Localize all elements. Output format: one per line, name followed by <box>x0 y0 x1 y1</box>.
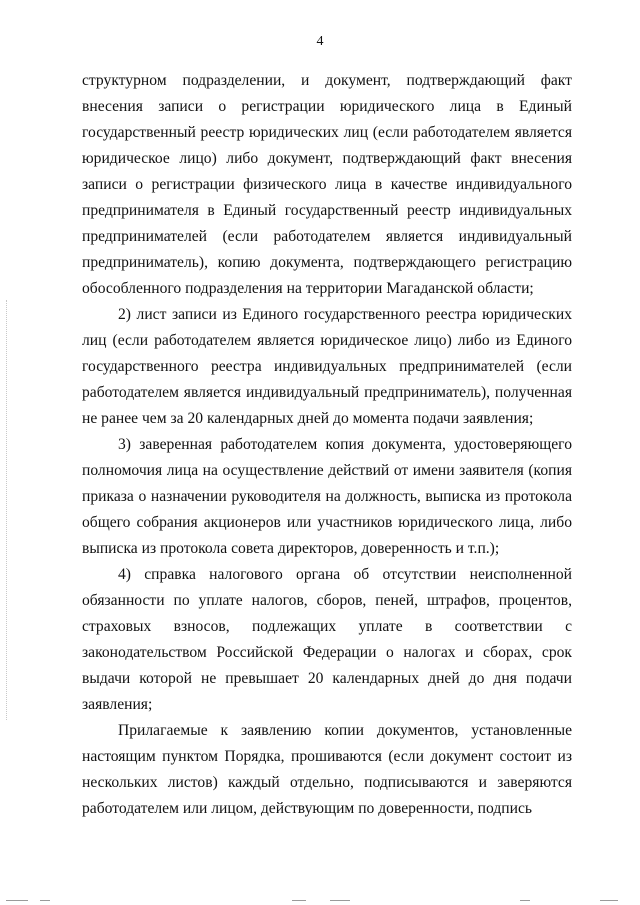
scan-mark <box>330 900 350 901</box>
page-number: 4 <box>316 34 324 49</box>
paragraph: структурном подразделении, и документ, подтверждающий факт внесения записи о регистрации юридического лица в Единый государственный реестр юридических лиц (если работодателем является юридическое лицо) либо документ, подтверждающий факт внесения записи о регистрации физического лица в качестве индивидуального предпринимателя в Единый государственный реестр индивидуальных предпринимателей (если работодателем является индивидуальный предприниматель), копию документа, подтверждающего регистрацию обособленного подразделения на территории Магаданской области; <box>82 72 572 297</box>
paragraph: 3) заверенная работодателем копия документа, удостоверяющего полномочия лица на осуществление действий от имени заявителя (копия приказа о назначении руководителя на должность, выписка из протокола общего собрания акционеров или участников юридического лица, либо выписка из протокола совета директоров, доверенность и т.п.); <box>82 436 572 557</box>
scan-edge-artifact <box>6 300 9 720</box>
scan-bottom-artifact <box>0 895 640 901</box>
document-body <box>82 68 572 822</box>
paragraph: 4) справка налогового органа об отсутствии неисполненной обязанности по уплате налогов, сборов, пеней, штрафов, процентов, страховых взносов, подлежащих уплате в соответствии с законодательством Российской Федерации о налогах и сборах, срок выдачи которой не превышает 20 календарных дней до дня подачи заявления; <box>82 566 572 713</box>
paragraph: Прилагаемые к заявлению копии документов, установленные настоящим пунктом Порядка, прошиваются (если документ состоит из нескольких листов) каждый отдельно, подписываются и заверяются работодателем или лицом, действующим по доверенности, подпись <box>82 722 572 817</box>
scan-mark <box>6 900 28 901</box>
paragraph: 2) лист записи из Единого государственного реестра юридических лиц (если работодателем является юридическое лицо) либо из Единого государственного реестра индивидуальных предпринимателей (если работодателем является индивидуальный предприниматель), полученная не ранее чем за 20 календарных дней до момента подачи заявления; <box>82 306 572 427</box>
scan-mark <box>292 900 306 901</box>
scan-mark <box>520 900 530 901</box>
scan-mark <box>600 900 618 901</box>
scan-mark <box>40 900 50 901</box>
